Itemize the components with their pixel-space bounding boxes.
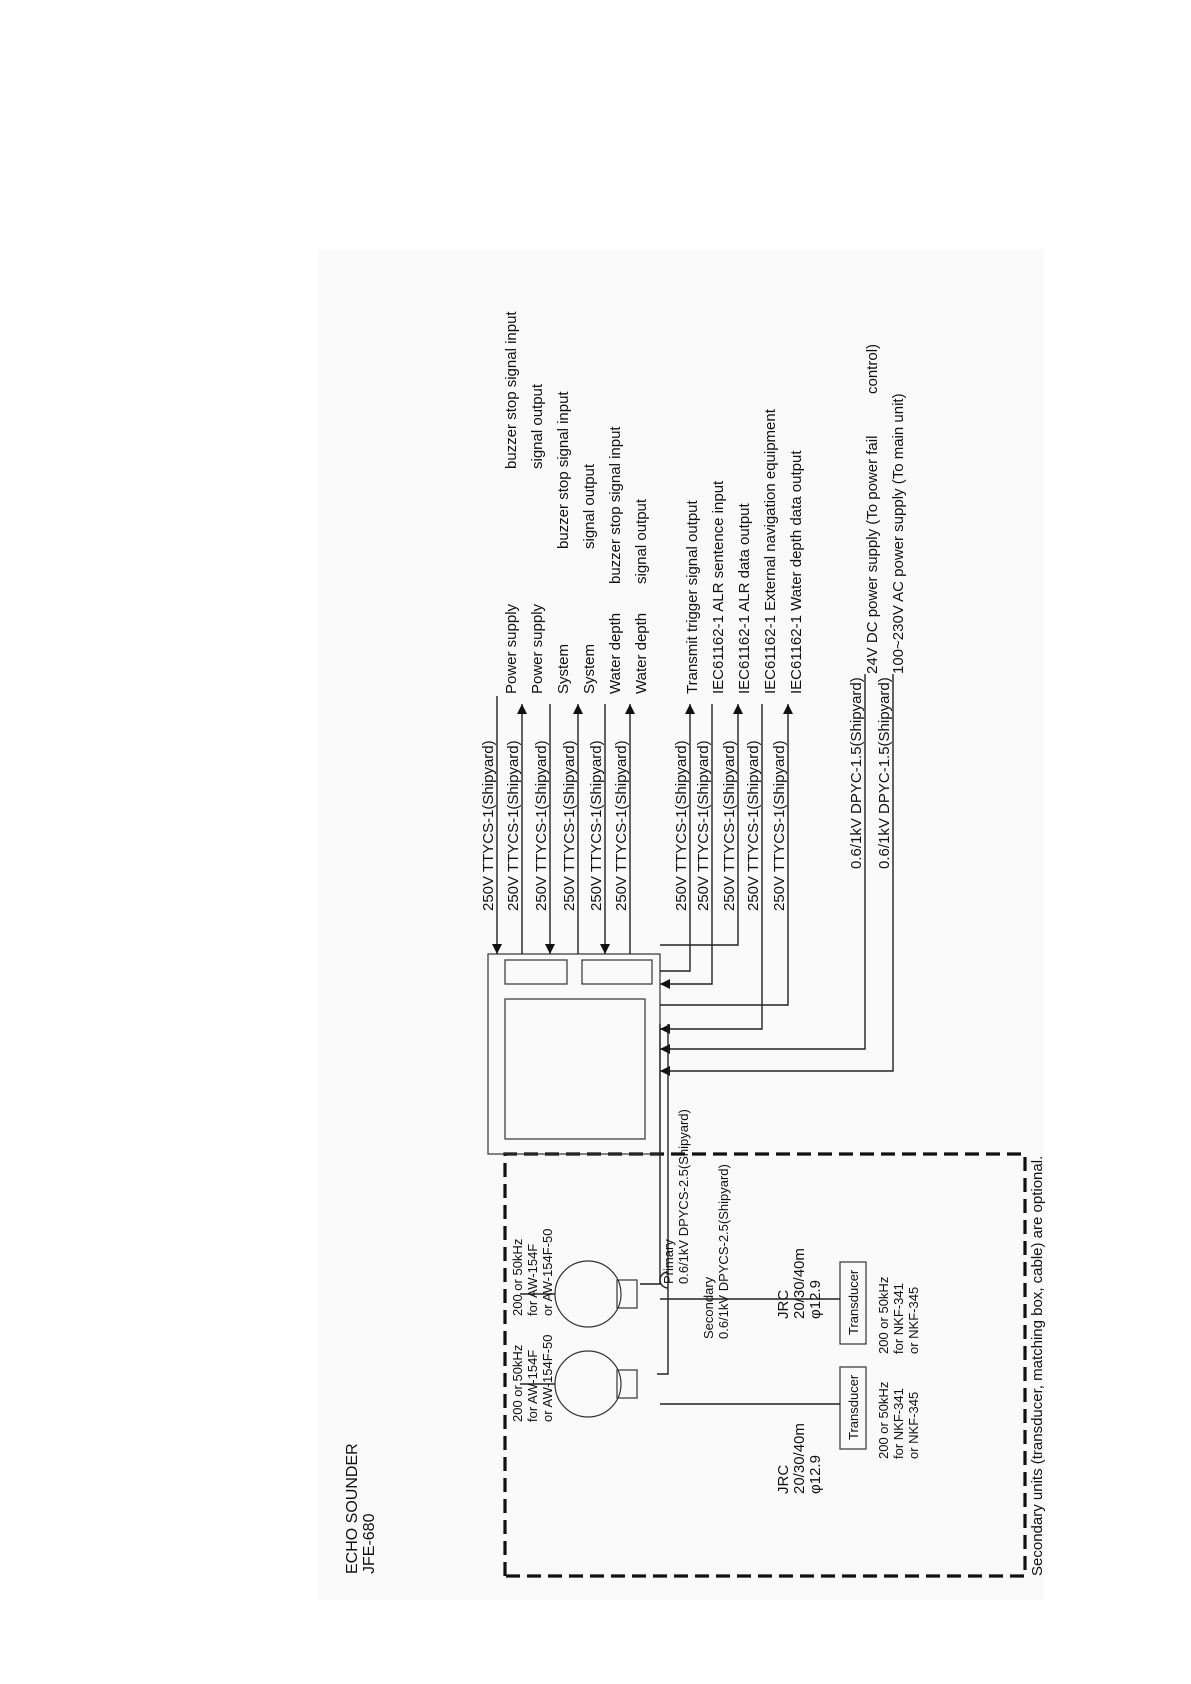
signal-cable-6: 250V TTYCS-1(Shipyard) — [613, 740, 630, 911]
power-cable-1: 0.6/1kV DPYC-1.5(Shipyard) — [848, 677, 865, 869]
signal-function-10: IEC61162-1 External navigation equipment — [762, 409, 779, 694]
signal-function-8: IEC61162-1 ALR sentence input — [710, 480, 727, 694]
signal-cable-1: 250V TTYCS-1(Shipyard) — [480, 740, 497, 911]
mb-primary-line1: 200 or 50kHz — [510, 1238, 525, 1316]
signal-function-6: Water depth — [633, 612, 650, 694]
signal-cable-2: 250V TTYCS-1(Shipyard) — [505, 740, 522, 911]
title-line-2: JFE-680 — [361, 1513, 378, 1574]
diagram-background — [318, 250, 1044, 1600]
td-secondary-line3: or NKF-345 — [906, 1391, 921, 1459]
signal-function-1: Power supply — [503, 603, 520, 694]
optional-note: Secondary units (transducer, matching box, cable) are optional. — [1029, 1155, 1046, 1576]
signal-function-9: IEC61162-1 ALR data output — [736, 503, 753, 694]
signal-cable-4: 250V TTYCS-1(Shipyard) — [561, 740, 578, 911]
jrc-left-line1: JRC — [775, 1464, 792, 1494]
secondary-cable: 0.6/1kV DPYCS-2.5(Shipyard) — [716, 1164, 731, 1339]
signal-cable-9: 250V TTYCS-1(Shipyard) — [721, 740, 738, 911]
mb-secondary-line1: 200 or 50kHz — [510, 1344, 525, 1422]
signal-cable-10: 250V TTYCS-1(Shipyard) — [745, 740, 762, 911]
signal-detail-5: buzzer stop signal input — [607, 426, 624, 584]
signal-cable-8: 250V TTYCS-1(Shipyard) — [695, 740, 712, 911]
td-secondary-line1: 200 or 50kHz — [876, 1381, 891, 1459]
signal-detail-6: signal output — [633, 498, 650, 584]
signal-detail-1: buzzer stop signal input — [503, 311, 520, 469]
mb-secondary-line2: for AW-154F — [525, 1349, 540, 1422]
primary-cable: 0.6/1kV DPYCS-2.5(Shipyard) — [676, 1109, 691, 1284]
transducer-primary-label: Transducer — [846, 1269, 861, 1335]
signal-cable-3: 250V TTYCS-1(Shipyard) — [533, 740, 550, 911]
power-label-2: 100~230V AC power supply (To main unit) — [890, 393, 907, 674]
td-primary-line2: for NKF-341 — [891, 1283, 906, 1354]
jrc-right-line2: 20/30/40m — [791, 1248, 808, 1319]
signal-function-2: Power supply — [529, 603, 546, 694]
secondary-label: Secondary — [701, 1276, 716, 1339]
signal-detail-2: signal output — [529, 383, 546, 469]
td-secondary-line2: for NKF-341 — [891, 1388, 906, 1459]
title-line-1: ECHO SOUNDER — [344, 1443, 361, 1574]
primary-label: Primary — [661, 1239, 676, 1284]
td-primary-line3: or NKF-345 — [906, 1286, 921, 1354]
jrc-left-line2: 20/30/40m — [791, 1423, 808, 1494]
power-cable-2: 0.6/1kV DPYC-1.5(Shipyard) — [876, 677, 893, 869]
signal-function-5: Water depth — [607, 612, 624, 694]
power-label-1b: control) — [864, 343, 881, 394]
signal-function-7: Transmit trigger signal output — [684, 500, 701, 694]
signal-detail-3: buzzer stop signal input — [555, 391, 572, 549]
signal-cable-7: 250V TTYCS-1(Shipyard) — [673, 740, 690, 911]
transducer-secondary-label: Transducer — [846, 1374, 861, 1440]
jrc-left-line3: φ12.9 — [807, 1455, 824, 1494]
signal-function-3: System — [555, 643, 572, 694]
jrc-right-line1: JRC — [775, 1289, 792, 1319]
signal-function-11: IEC61162-1 Water depth data output — [788, 450, 805, 694]
signal-cable-11: 250V TTYCS-1(Shipyard) — [771, 740, 788, 911]
td-primary-line1: 200 or 50kHz — [876, 1276, 891, 1354]
mb-primary-line2: for AW-154F — [525, 1243, 540, 1316]
jrc-right-line3: φ12.9 — [807, 1280, 824, 1319]
signal-function-4: System — [581, 643, 598, 694]
mb-secondary-line3: or AW-154F-50 — [540, 1334, 555, 1422]
mb-primary-line3: or AW-154F-50 — [540, 1228, 555, 1316]
signal-detail-4: signal output — [581, 463, 598, 549]
signal-cable-5: 250V TTYCS-1(Shipyard) — [588, 740, 605, 911]
power-label-1: 24V DC power supply (To power fail — [864, 435, 881, 674]
